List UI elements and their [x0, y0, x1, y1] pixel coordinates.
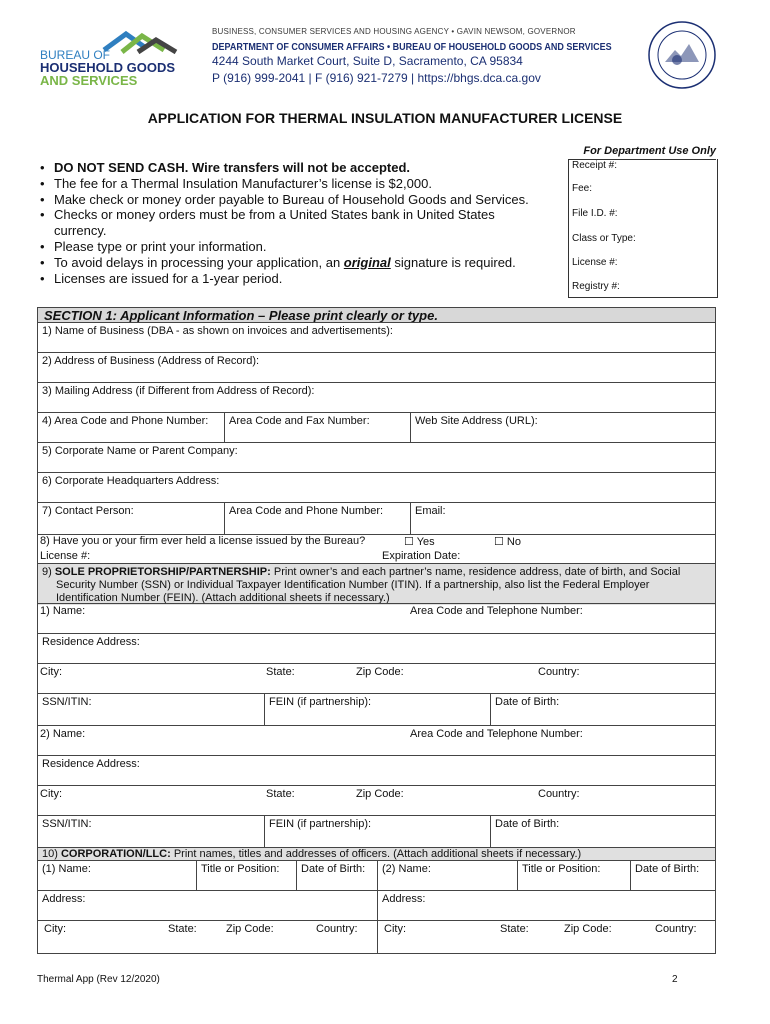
receipt-field: Receipt #: [572, 160, 618, 171]
license-field: License #: [572, 257, 618, 268]
contact-line: P (916) 999-2041 | F (916) 921-7279 | https://bhgs.dca.ca.gov [212, 71, 541, 85]
officer2-city-label: City: [384, 923, 406, 935]
dept-use-box [568, 159, 718, 298]
contact-person-label: 7) Contact Person: [42, 505, 134, 517]
owner2-country-label: Country: [538, 788, 580, 800]
officer1-title-label: Title or Position: [201, 863, 280, 875]
q9-heading: SOLE PROPRIETORSHIP/PARTNERSHIP: [54, 566, 271, 578]
email-field[interactable] [410, 502, 716, 535]
corporate-name-label: 5) Corporate Name or Parent Company: [42, 445, 238, 457]
fee-field: Fee: [572, 183, 593, 194]
page-number: 2 [672, 974, 678, 985]
q10-heading: CORPORATION/LLC: [60, 848, 171, 860]
corporate-hq-field[interactable] [37, 472, 716, 503]
owner1-dob-label: Date of Birth: [495, 696, 560, 708]
instruction-item [40, 255, 550, 271]
owner2-zip-label: Zip Code: [356, 788, 404, 800]
owner2-ssn-field[interactable] [37, 815, 265, 848]
owner1-ssn-field[interactable] [37, 693, 265, 726]
expiration-date-label: Expiration Date: [382, 550, 461, 562]
instruction-list [40, 160, 550, 286]
logo-line-1: BUREAU OF [40, 48, 111, 62]
q9-text: Identification Number (FEIN). (Attach additional sheets if necessary.) [56, 592, 390, 604]
owner1-dob-field[interactable] [490, 693, 716, 726]
officer2-dob-field[interactable] [630, 860, 716, 891]
owner2-dob-field[interactable] [490, 815, 716, 848]
business-address-label: 2) Address of Business (Address of Record): [42, 355, 260, 367]
instruction-item: • The fee for a Thermal Insulation Manufacturer’s license is $2,000. [40, 176, 550, 192]
owner1-name-field[interactable] [37, 603, 716, 634]
section-1-heading: SECTION 1: Applicant Information – Please print clearly or type. [37, 307, 716, 322]
phone-label: 4) Area Code and Phone Number: [42, 415, 209, 427]
instruction-text: signature is required. [390, 254, 516, 270]
officer2-state-label: State: [500, 923, 529, 935]
owner1-zip-label: Zip Code: [356, 666, 404, 678]
original-emphasis: original [343, 254, 391, 270]
instruction-item: • Please type or print your information. [40, 239, 550, 255]
owner2-residence-label: Residence Address: [42, 758, 140, 770]
business-address-field[interactable] [37, 352, 716, 383]
agency-line: BUSINESS, CONSUMER SERVICES AND HOUSING AGENCY • GAVIN NEWSOM, GOVERNOR [212, 27, 576, 36]
prior-license-question: 8) Have you or your firm ever held a license issued by the Bureau? [40, 535, 366, 547]
file-id-field: File I.D. #: [572, 208, 618, 219]
officer1-dob-field[interactable] [296, 860, 378, 891]
officer2-country-label: Country: [655, 923, 697, 935]
officer1-country-label: Country: [316, 923, 358, 935]
officer1-state-label: State: [168, 923, 197, 935]
phone-field[interactable] [37, 412, 225, 443]
instruction-item: • Checks or money orders must be from a United States bank in United States [40, 207, 550, 223]
officer2-name-field[interactable] [377, 860, 518, 891]
q10-text: Print names, titles and addresses of officers. (Attach additional sheets if necessary.) [170, 848, 582, 860]
owner2-state-label: State: [266, 788, 295, 800]
corporate-hq-label: 6) Corporate Headquarters Address: [42, 475, 220, 487]
owner2-name-field[interactable] [37, 725, 716, 756]
officer1-address-label: Address: [42, 893, 86, 905]
business-name-label: 1) Name of Business (DBA - as shown on invoices and advertisements): [42, 325, 393, 337]
q9-instructions [37, 563, 716, 605]
owner1-phone-label: Area Code and Telephone Number: [410, 605, 583, 617]
q9-text: Security Number (SSN) or Individual Taxpayer Identification Number (ITIN). If a partnership, also list the Federal Employer [56, 579, 650, 591]
officer2-title-field[interactable] [517, 860, 631, 891]
state-seal-icon [647, 20, 717, 90]
owner2-fein-label: FEIN (if partnership): [269, 818, 372, 830]
class-type-field: Class or Type: [572, 233, 636, 244]
q9-text: Print owner’s and each partner’s name, residence address, date of birth, and Social [270, 566, 681, 578]
fax-label: Area Code and Fax Number: [229, 415, 370, 427]
owner2-city-label: City: [40, 788, 62, 800]
owner1-fein-field[interactable] [264, 693, 491, 726]
officer2-zip-label: Zip Code: [564, 923, 612, 935]
officer1-zip-label: Zip Code: [226, 923, 274, 935]
instruction-item-continued: currency. [54, 223, 107, 239]
contact-person-field[interactable] [37, 502, 225, 535]
owner1-fein-label: FEIN (if partnership): [269, 696, 372, 708]
corporate-name-field[interactable] [37, 442, 716, 473]
logo-line-3: AND SERVICES [40, 73, 138, 88]
email-label: Email: [415, 505, 446, 517]
officer2-dob-label: Date of Birth: [635, 863, 700, 875]
instruction-item: • Make check or money order payable to Bureau of Household Goods and Services. [40, 192, 550, 208]
officer1-dob-label: Date of Birth: [301, 863, 366, 875]
officer2-title-label: Title or Position: [522, 863, 601, 875]
owner2-dob-label: Date of Birth: [495, 818, 560, 830]
owner2-fein-field[interactable] [264, 815, 491, 848]
instruction-item: • Licenses are issued for a 1-year period. [40, 271, 550, 287]
dept-use-heading: For Department Use Only [568, 145, 716, 160]
owner1-name-label: 1) Name: [40, 605, 86, 617]
fax-field[interactable] [224, 412, 411, 443]
officer1-name-label: (1) Name: [42, 863, 91, 875]
prior-license-yes-checkbox[interactable]: ☐ Yes [404, 536, 435, 548]
q10-number: 10) [42, 848, 61, 860]
officer2-address-label: Address: [382, 893, 426, 905]
contact-phone-field[interactable] [224, 502, 411, 535]
department-line: DEPARTMENT OF CONSUMER AFFAIRS • BUREAU OF HOUSEHOLD GOODS AND SERVICES [212, 42, 612, 53]
owner2-ssn-label: SSN/ITIN: [42, 818, 92, 830]
officer2-name-label: (2) Name: [382, 863, 431, 875]
q9-number: 9) [42, 566, 55, 578]
owner1-country-label: Country: [538, 666, 580, 678]
officer1-name-field[interactable] [37, 860, 197, 891]
owner1-residence-label: Residence Address: [42, 636, 140, 648]
owner2-name-label: 2) Name: [40, 728, 86, 740]
business-name-field[interactable] [37, 322, 716, 353]
prior-license-number-label: License #: [40, 550, 91, 562]
office-address: 4244 South Market Court, Suite D, Sacramento, CA 95834 [212, 54, 523, 68]
logo-line-2: HOUSEHOLD GOODS [40, 60, 176, 75]
mailing-address-field[interactable] [37, 382, 716, 413]
q10-instructions [37, 847, 716, 861]
officer1-city-label: City: [44, 923, 66, 935]
officer1-title-field[interactable] [196, 860, 297, 891]
contact-phone-label: Area Code and Phone Number: [229, 505, 384, 517]
registry-field: Registry #: [572, 281, 620, 292]
instruction-item [40, 160, 550, 176]
prior-license-no-checkbox[interactable]: ☐ No [494, 536, 521, 548]
website-field[interactable] [410, 412, 716, 443]
owner2-phone-label: Area Code and Telephone Number: [410, 728, 583, 740]
page-title: APPLICATION FOR THERMAL INSULATION MANUFACTURER LICENSE [147, 110, 623, 126]
instruction-text: To avoid delays in processing your application, an [54, 254, 344, 270]
officer2-address-field[interactable] [377, 890, 716, 921]
owner1-city-label: City: [40, 666, 62, 678]
form-revision: Thermal App (Rev 12/2020) [37, 974, 160, 985]
owner1-ssn-label: SSN/ITIN: [42, 696, 92, 708]
officer1-address-field[interactable] [37, 890, 378, 921]
website-label: Web Site Address (URL): [415, 415, 538, 427]
owner1-residence-field[interactable] [37, 633, 716, 664]
owner2-residence-field[interactable] [37, 755, 716, 786]
mailing-address-label: 3) Mailing Address (if Different from Address of Record): [42, 385, 315, 397]
instruction-text: DO NOT SEND CASH. Wire transfers will not be accepted. [54, 160, 411, 175]
owner1-state-label: State: [266, 666, 295, 678]
